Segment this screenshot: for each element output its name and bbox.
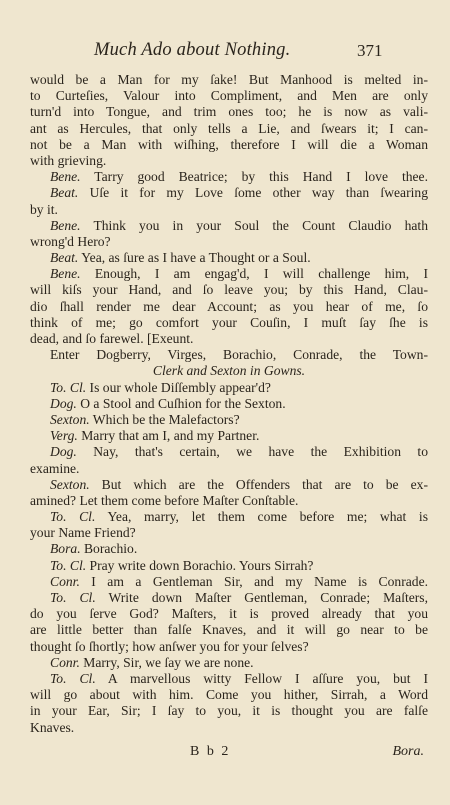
speech-line: To. Cl. Yea, marry, let them come before me; what is bbox=[50, 509, 428, 525]
speaker-name: Conr. bbox=[50, 654, 80, 670]
text-line: thought ſo ſhortly; how anſwer you for your ſelves? bbox=[30, 638, 309, 654]
text-line: will kiſs your Hand, and ſo leave you; by this Hand, Clau- bbox=[30, 282, 428, 298]
page-footer bbox=[30, 744, 428, 762]
speech-line: Beat. Yea, as ſure as I have a Thought or a Soul. bbox=[50, 250, 311, 266]
running-title: Much Ado about Nothing. bbox=[94, 40, 291, 60]
speaker-name: Beat. bbox=[50, 185, 79, 201]
text-line: to Curteſies, Valour into Compliment, and Men are only bbox=[30, 88, 428, 104]
speech-line: Sexton. But which are the Offenders that are to be ex- bbox=[50, 476, 428, 492]
text-line: with grieving. bbox=[30, 152, 107, 168]
speaker-name: To. Cl. bbox=[50, 557, 87, 573]
text-line: examine. bbox=[30, 460, 80, 476]
text-line: your Name Friend? bbox=[30, 525, 136, 541]
speech-line: To. Cl. Is our whole Diſſembly appear'd? bbox=[50, 379, 271, 395]
text-line: think of me; go comfort your Couſin, I muſt ſay ſhe is bbox=[30, 314, 428, 330]
text-line: turn'd into Tongue, and trim ones too; he is now as vali- bbox=[30, 104, 428, 120]
speech-line: Dog. Nay, that's certain, we have the Exhibition to bbox=[50, 444, 428, 460]
speaker-name: Bene. bbox=[50, 217, 81, 233]
speaker-name: Bora. bbox=[50, 541, 81, 557]
speaker-name: Bene. bbox=[50, 169, 81, 185]
speech-line: Bene. Tarry good Beatrice; by this Hand I love thee. bbox=[50, 169, 428, 185]
speaker-name: Dog. bbox=[50, 444, 77, 460]
speech-line: Conr. I am a Gentleman Sir, and my Name is Conrade. bbox=[50, 573, 428, 589]
speech-line: Conr. Marry, Sir, we ſay we are none. bbox=[50, 654, 254, 670]
speech-line: To. Cl. A marvellous witty Fellow I aſſure you, but I bbox=[50, 670, 428, 686]
speech-line: Verg. Marry that am I, and my Partner. bbox=[50, 428, 260, 444]
text-line: do you ſerve God? Maſters, it is proved already that you bbox=[30, 606, 428, 622]
speaker-name: Bene. bbox=[50, 266, 81, 282]
text-line: are little better than falſe Knaves, and it will go near to be bbox=[30, 622, 428, 638]
speech-line: Beat. Uſe it for my Love ſome other way than ſwearing bbox=[50, 185, 428, 201]
text-line: dead, and ſo farewel. [Exeunt. bbox=[30, 331, 194, 346]
speaker-name: Conr. bbox=[50, 573, 80, 589]
text-line: in your Ear, Sir; I ſay to you, it is thought you are falſe bbox=[30, 703, 428, 719]
speech-line: Bene. Enough, I am engag'd, I will challenge him, I bbox=[50, 266, 428, 282]
speech-line: To. Cl. Pray write down Borachio. Yours Sirrah? bbox=[50, 557, 314, 573]
page-header bbox=[0, 40, 450, 64]
text-line: wrong'd Hero? bbox=[30, 233, 111, 249]
speaker-name: Sexton. bbox=[50, 411, 90, 427]
speech-line: To. Cl. Write down Maſter Gentleman, Conrade; Maſters, bbox=[50, 590, 428, 605]
speaker-name: Sexton. bbox=[50, 476, 90, 492]
stage-direction: Clerk and Sexton in Gowns. bbox=[152, 363, 306, 379]
page-number: 371 bbox=[357, 41, 383, 60]
speaker-name: Beat. bbox=[50, 250, 79, 266]
text-line: will go about with him. Come you hither, Sirrah, a Word bbox=[30, 687, 428, 703]
speech-line: Dog. O a Stool and Cuſhion for the Sexton. bbox=[50, 395, 286, 411]
speech-line: Bora. Borachio. bbox=[50, 541, 138, 557]
text-line: amined? Let them come before Maſter Conſtable. bbox=[30, 492, 299, 508]
text-line: would be a Man for my ſake! But Manhood is melted in- bbox=[30, 72, 428, 87]
speech-line: Bene. Think you in your Soul the Count Claudio hath bbox=[50, 217, 428, 233]
text-line: ant as Hercules, that only tells a Lie, and ſwears it; I can- bbox=[30, 120, 428, 136]
text-line: Knaves. bbox=[30, 719, 75, 735]
speaker-name: To. Cl. bbox=[50, 590, 96, 605]
text-line: dio ſhall render me dear Account; as you hear of me, ſo bbox=[30, 298, 428, 314]
speaker-name: Verg. bbox=[50, 428, 78, 444]
text-body bbox=[30, 72, 428, 736]
text-line: not be a Man with wiſhing, therefore I will die a Woman bbox=[30, 136, 428, 152]
signature-mark: B b 2 bbox=[190, 744, 231, 759]
text-line: by it. bbox=[30, 201, 58, 217]
catchword: Bora. bbox=[392, 744, 424, 759]
speaker-name: To. Cl. bbox=[50, 670, 96, 686]
speaker-name: To. Cl. bbox=[50, 379, 87, 395]
speaker-name: To. Cl. bbox=[50, 509, 96, 525]
speaker-name: Dog. bbox=[50, 395, 77, 411]
speech-line: Sexton. Which be the Malefactors? bbox=[50, 411, 240, 427]
stage-direction: Enter Dogberry, Virges, Borachio, Conrade, the Town- bbox=[50, 347, 428, 363]
